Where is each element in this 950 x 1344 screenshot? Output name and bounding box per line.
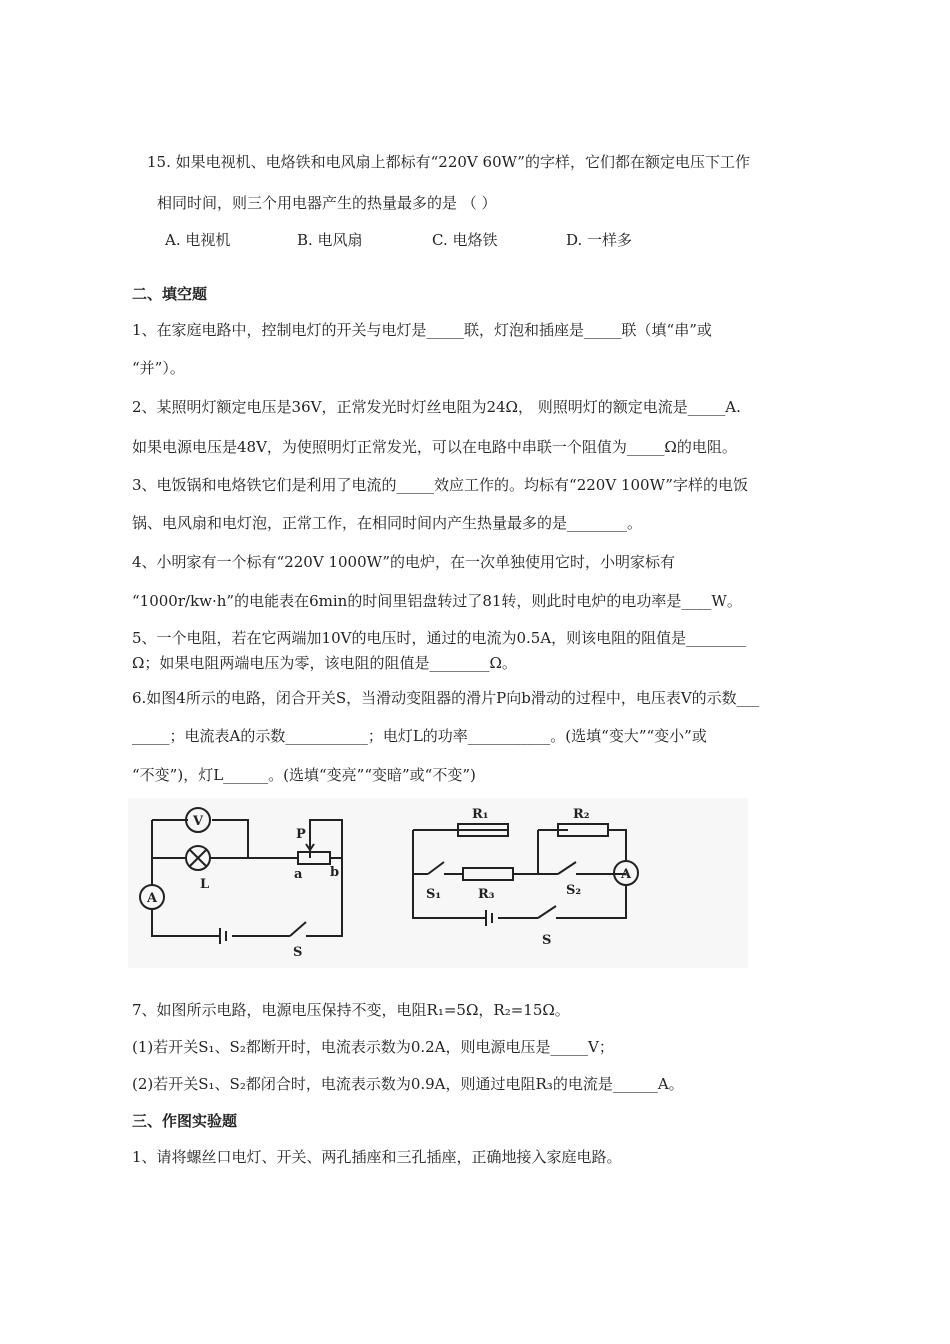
- fig-left-b-end: b: [330, 865, 340, 880]
- fig-left-a: A: [147, 891, 158, 906]
- fill-q7-line1: 7、如图所示电路，电源电压保持不变，电阻R₁=5Ω，R₂=15Ω。: [132, 1001, 570, 1019]
- fill-q6-line2: _____；电流表A的示数___________；电灯L的功率___________。(选填“变大”“变小”或: [132, 727, 707, 745]
- q15-option-a: A. 电视机: [165, 231, 231, 249]
- section-3-q1: 1、请将螺丝口电灯、开关、两孔插座和三孔插座，正确地接入家庭电路。: [132, 1148, 622, 1166]
- circuit-figures: [128, 798, 748, 968]
- fill-q1-line1: 1、在家庭电路中，控制电灯的开关与电灯是_____联，灯泡和插座是_____联（填“串”或: [132, 321, 712, 339]
- fill-q2-line2: 如果电源电压是48V，为使照明灯正常发光，可以在电路中串联一个阻值为_____Ω的电阻。: [132, 438, 737, 456]
- fill-q4-line2: “1000r/kw·h”的电能表在6min的时间里铝盘转过了81转，则此时电炉的电功率是____W。: [132, 592, 742, 610]
- fig-right-r1: R₁: [472, 807, 489, 822]
- q15-option-b: B. 电风扇: [297, 231, 363, 249]
- fig-left-v: V: [193, 814, 204, 829]
- fig-right-r3: R₃: [478, 887, 495, 902]
- q15-line1: 15. 如果电视机、电烙铁和电风扇上都标有“220V 60W”的字样，它们都在额定电压下工作: [147, 153, 750, 171]
- resistor-r3: [463, 868, 513, 880]
- fill-q2-line1: 2、某照明灯额定电压是36V，正常发光时灯丝电阻为24Ω， 则照明灯的额定电流是_____A.: [132, 398, 741, 416]
- fill-q6-line1: 6.如图4所示的电路，闭合开关S，当滑动变阻器的滑片P向b滑动的过程中，电压表V的示数___: [132, 689, 760, 707]
- fig-left-l: L: [200, 877, 210, 892]
- fig-right-a: A: [621, 867, 632, 882]
- q15-option-c: C. 电烙铁: [432, 231, 498, 249]
- fill-q1-line2: “并”）。: [132, 359, 185, 377]
- fig-right-r2: R₂: [573, 807, 590, 822]
- fill-q5-line1: 5、一个电阻，若在它两端加10V的电压时，通过的电流为0.5A，则该电阻的阻值是________: [132, 629, 747, 647]
- fill-q6-line3: “不变”)，灯L______。(选填“变亮”“变暗”或“不变”): [132, 766, 476, 784]
- section-2-title: 二、填空题: [132, 285, 208, 303]
- fig-left-p: P: [296, 827, 306, 842]
- circuit-svg: [128, 798, 748, 968]
- fig-right-s1: S₁: [426, 887, 442, 902]
- fig-right-s: S: [542, 933, 552, 948]
- fill-q7-line2: (1)若开关S₁、S₂都断开时，电流表示数为0.2A，则电源电压是_____V；: [132, 1038, 614, 1056]
- fill-q3-line1: 3、电饭锅和电烙铁它们是利用了电流的_____效应工作的。均标有“220V 100W”字样的电饭: [132, 476, 748, 494]
- fill-q5-line2: Ω；如果电阻两端电压为零，该电阻的阻值是________Ω。: [132, 654, 517, 672]
- fig-left-s: S: [293, 945, 303, 960]
- fill-q7-line3: (2)若开关S₁、S₂都闭合时，电流表示数为0.9A，则通过电阻R₃的电流是______A。: [132, 1075, 684, 1093]
- fill-q4-line1: 4、小明家有一个标有“220V 1000W”的电炉，在一次单独使用它时，小明家标有: [132, 553, 675, 571]
- fill-q3-line2: 锅、电风扇和电灯泡，正常工作，在相同时间内产生热量最多的是________。: [132, 514, 643, 532]
- section-3-title: 三、作图实验题: [132, 1112, 238, 1130]
- q15-option-d: D. 一样多: [566, 231, 633, 249]
- fig-right-s2: S₂: [566, 883, 582, 898]
- fig-left-a-end: a: [294, 867, 303, 882]
- q15-line2: 相同时间，则三个用电器产生的热量最多的是 （ ）: [157, 194, 497, 212]
